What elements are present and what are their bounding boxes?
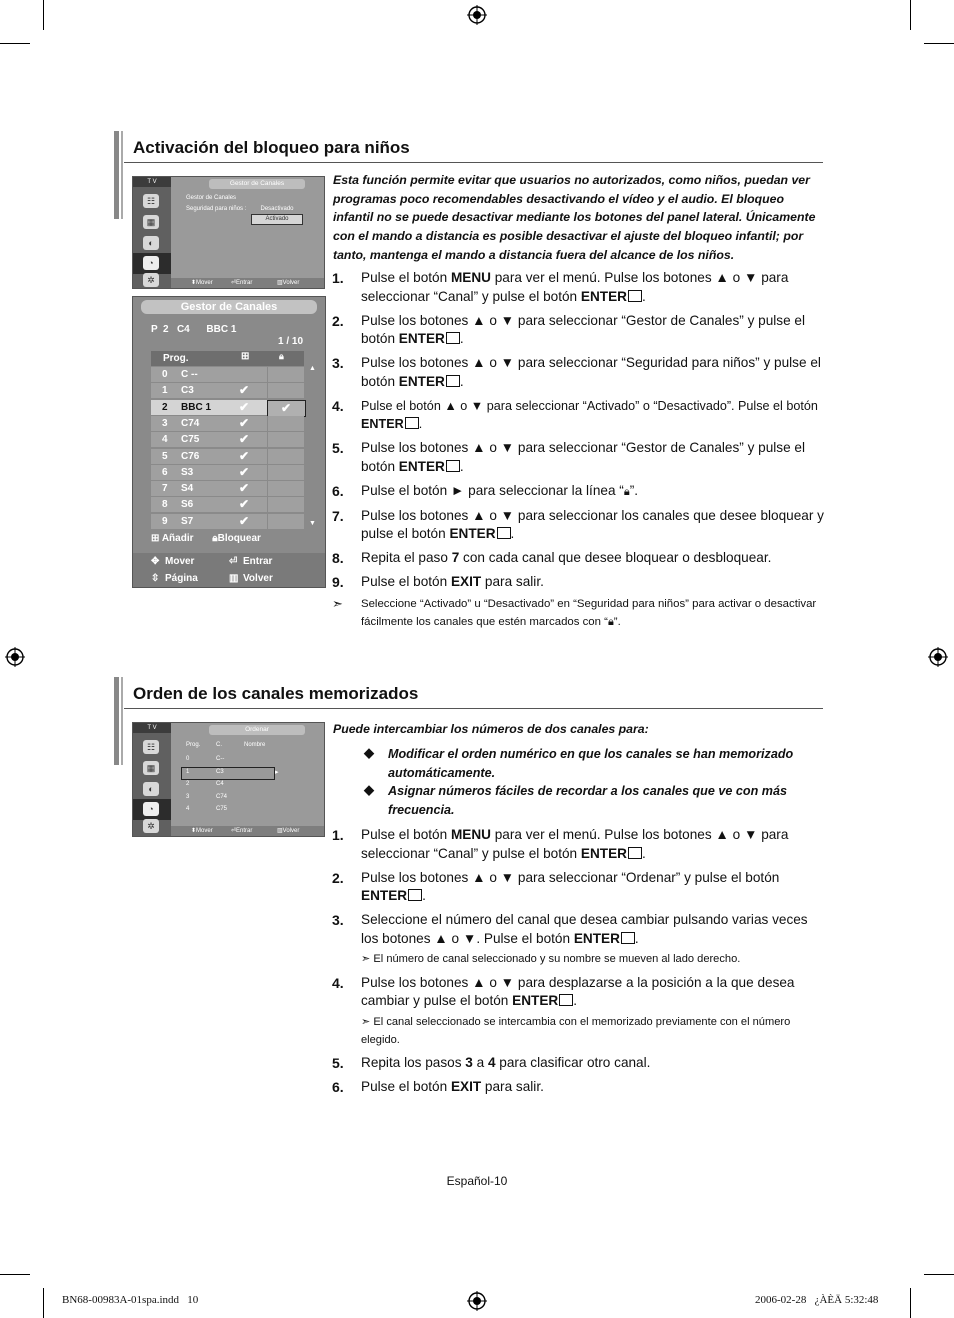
enter-icon: ⏎ [229, 556, 238, 567]
enter-label: ENTER [512, 993, 559, 1008]
step-number: 6. [332, 1079, 344, 1095]
picture-icon: ☷ [143, 194, 159, 208]
row-channel: C74 [216, 793, 228, 800]
col-c: C. [216, 742, 222, 748]
step-number: 9. [332, 574, 344, 590]
table-row [151, 497, 304, 513]
step-text: Pulse los botones ▲ o ▼ para seleccionar “Gestor de Canales” y pulse el botón ENTER . [361, 312, 806, 346]
row-number: 7 [162, 483, 168, 495]
setup-icon: ◔ [143, 802, 159, 816]
enter-icon [628, 290, 642, 302]
check-icon: ✔ [239, 448, 250, 463]
section1-intro: Esta función permite evitar que usuarios no autorizados, como niños, puedan ver programas poco recomendables desactivando el vídeo y el audio. El bloqueo infantil no se puede desactivar mediante los botones del panel lateral. Únicamente con el mando a distancia es posible desactivar el ajuste del bloqueo infantil; por tanto, mantenga el mando a distancia fuera del alcance de los niños. [333, 173, 816, 262]
registration-mark-icon [467, 5, 487, 25]
selected-row-box [181, 767, 275, 780]
check-icon: ✔ [239, 481, 250, 496]
gestor-header: Gestor de Canales [141, 300, 317, 314]
registration-mark-icon [928, 647, 948, 667]
tv-menu-header: Ordenar [209, 725, 305, 735]
table-row [151, 449, 304, 465]
row-number: 0 [186, 756, 190, 762]
step-bold: MENU [450, 827, 491, 842]
channel-icon: ◐ [143, 236, 159, 250]
enter-label: ENTER [361, 888, 408, 903]
row-channel: C75 [181, 434, 200, 446]
row-channel: C -- [181, 369, 198, 380]
setup-icon: ◔ [143, 256, 159, 270]
lock-cell [267, 383, 305, 398]
tv-label: T V [133, 177, 171, 187]
section1-steps [332, 269, 824, 637]
diamond-icon: ◆ [364, 782, 374, 797]
check-icon: ✔ [281, 400, 292, 415]
step-number: 7. [332, 507, 344, 524]
add-icon: ⊞ [241, 351, 250, 362]
page-number: Español-10 [446, 1174, 508, 1188]
enter-label: ENTER [573, 930, 620, 946]
lock-cell [267, 465, 305, 480]
scroll-up-icon: ▲ [309, 365, 316, 372]
lock-icon: 🔒︎ [607, 616, 614, 628]
row-number: 3 [186, 793, 190, 800]
section-bar [114, 131, 119, 219]
gestor-footer: ✥ Mover ⏎ Entrar [133, 553, 325, 570]
gestor-column-header: Prog. ⊞ 🔒︎ [151, 351, 304, 367]
step-item [332, 1054, 824, 1073]
enter-label: ENTER [580, 288, 627, 304]
step-item [332, 911, 824, 968]
lock-cell [267, 432, 305, 447]
step-text: Pulse los botones ▲ o ▼ para seleccionar “Ordenar” y pulse el botón ENTER . [361, 869, 780, 903]
crop-mark [0, 1274, 30, 1275]
step-item [332, 439, 824, 476]
table-row [151, 481, 304, 497]
step-item [332, 826, 824, 863]
lock-icon: 🔒︎ [212, 533, 218, 544]
row-number: 2 [162, 401, 168, 413]
step-item [332, 974, 824, 1049]
lock-cell [267, 497, 305, 512]
lock-cell [267, 416, 305, 431]
lock-icon: 🔒︎ [279, 351, 284, 361]
enter-icon [628, 847, 642, 859]
step-item [332, 312, 824, 349]
add-icon: ⊞ [151, 533, 160, 544]
tv-sidebar [133, 723, 171, 836]
option-desactivado: Desactivado [260, 206, 294, 212]
tv-label: T V [133, 723, 171, 733]
row-number: 1 [162, 385, 168, 397]
step-item [332, 507, 824, 544]
row-channel: C76 [181, 450, 200, 462]
step-number: 3. [332, 912, 344, 928]
step-number: 4. [332, 397, 344, 414]
title-underline [124, 162, 823, 163]
check-icon: ✔ [239, 383, 250, 398]
bullet-item: ◆ Modificar el orden numérico en que los canales se han memorizado automáticamente. [364, 745, 794, 780]
step-bold: 3 [465, 1055, 473, 1070]
step-number: 2. [332, 312, 344, 329]
tv-menu-footer: ⬍Mover ⏎Entrar ▥Volver [171, 278, 324, 288]
lock-cell [267, 481, 305, 496]
note-arrow-icon: ➣ [361, 953, 374, 965]
gestor-page: 1 / 10 [278, 336, 304, 347]
step-bold: EXIT [450, 574, 482, 589]
option-activado: Activado [251, 214, 303, 225]
enter-label: ENTER [398, 373, 445, 389]
col-name: Nombre [244, 742, 266, 748]
row-channel: BBC 1 [181, 401, 212, 413]
input-icon: ✲ [143, 819, 159, 833]
back-icon: ▥ [229, 573, 239, 584]
channel-icon: ◐ [143, 782, 159, 796]
section-bar [121, 131, 123, 219]
crop-mark [910, 0, 911, 30]
step-note: ➣ El canal seleccionado se intercambia con el memorizado previamente con el número elegido. [361, 1015, 791, 1046]
row-number: 9 [162, 515, 168, 527]
row-channel: C74 [181, 417, 200, 429]
step-text: Pulse los botones ▲ o ▼ para seleccionar “Seguridad para niños” y pulse el botón ENTER . [361, 355, 821, 389]
registration-mark-icon [467, 1291, 487, 1311]
row-channel: C-- [216, 756, 225, 762]
row-number: 5 [162, 450, 168, 462]
enter-icon [559, 994, 573, 1006]
step-bold: EXIT [450, 1079, 482, 1094]
step-item [332, 1078, 824, 1097]
row-number: 0 [162, 369, 168, 380]
move-icon: ✥ [151, 556, 160, 567]
row-number: 2 [186, 781, 190, 787]
gestor-add-lock-line: ⊞ Añadir 🔒︎Bloquear [151, 533, 261, 544]
lock-cell [267, 514, 305, 529]
table-row [151, 432, 304, 448]
step-text: Pulse el botón MENU para ver el menú. Pulse los botones ▲ o ▼ para seleccionar “Canal” y pulse el botón ENTER . [361, 270, 789, 304]
note-arrow-icon: ➣ [332, 596, 343, 611]
step-text: Pulse el botón EXIT para salir. [361, 574, 544, 589]
step-text: Pulse los botones ▲ o ▼ para seleccionar “Gestor de Canales” y pulse el botón ENTER . [361, 440, 806, 474]
step-bold: 7 [451, 550, 460, 565]
step-item [332, 869, 824, 906]
row-channel: S7 [181, 515, 194, 527]
enter-label: ENTER [580, 845, 627, 861]
step-bold: MENU [450, 270, 491, 285]
file-slug: BN68-00983A-01spa.indd 10 [62, 1294, 199, 1306]
step-text: Pulse el botón EXIT para salir. [361, 1079, 544, 1094]
footer-back: Volver [282, 280, 300, 286]
table-row [151, 416, 304, 432]
enter-icon [408, 889, 422, 901]
step-number: 6. [332, 482, 344, 499]
crop-mark [43, 1288, 44, 1318]
section-bar [121, 677, 123, 765]
section2-steps [332, 826, 824, 1102]
enter-icon [446, 332, 460, 344]
step-number: 5. [332, 1055, 344, 1071]
footer-move: Mover [196, 828, 213, 834]
lock-icon: 🔒︎ [623, 485, 630, 498]
step-item [332, 269, 824, 306]
check-icon: ✔ [239, 513, 250, 528]
gestor-canales-screenshot [132, 296, 326, 588]
step-text: Pulse el botón ► para seleccionar la línea “🔒︎”. [361, 482, 638, 498]
row-number: 4 [162, 434, 168, 446]
step-text: Pulse el botón MENU para ver el menú. Pulse los botones ▲ o ▼ para seleccionar “Canal” y pulse el botón ENTER . [361, 827, 789, 861]
enter-label: ENTER [361, 417, 404, 431]
step-number: 4. [332, 974, 344, 991]
section-bar [114, 677, 119, 765]
title-underline [124, 708, 823, 709]
crop-mark [0, 43, 30, 44]
tv-sidebar [133, 177, 171, 288]
crop-mark [910, 1288, 911, 1318]
step-text: Repita el paso 7 con cada canal que desee bloquear o desbloquear. [361, 550, 772, 565]
tv-menu-footer: ⬍Mover ⏎Entrar ▥Volver [171, 826, 324, 836]
crop-mark [924, 43, 954, 44]
col-prog: Prog. [186, 742, 201, 748]
menu-item-gestor: Gestor de Canales [186, 195, 237, 201]
enter-icon [446, 460, 460, 472]
note-arrow-icon: ➣ [361, 1015, 374, 1028]
section-title: Orden de los canales memorizados [133, 684, 419, 703]
enter-icon [405, 417, 419, 429]
row-number: 3 [162, 417, 168, 429]
menu-item-seguridad: Seguridad para niños : [186, 206, 247, 212]
lock-cell [267, 367, 305, 382]
step-number: 5. [332, 440, 344, 456]
table-row [151, 400, 304, 416]
enter-icon [446, 375, 460, 387]
lock-cell [267, 449, 305, 464]
step-number: 1. [332, 270, 344, 286]
row-number: 1 [186, 768, 190, 775]
footer-enter: Entrar [236, 828, 253, 834]
enter-label: ENTER [449, 526, 496, 541]
step-item [332, 482, 824, 502]
table-row [151, 514, 304, 530]
row-number: 6 [162, 466, 168, 478]
step-item [332, 354, 824, 391]
tv-menu-header: Gestor de Canales [209, 179, 305, 189]
check-icon: ✔ [239, 464, 250, 479]
step-text: Repita los pasos 3 a 4 para clasificar otro canal. [361, 1055, 651, 1070]
registration-mark-icon [5, 647, 25, 667]
step-bold: 4 [487, 1055, 496, 1070]
page-icon: ⇳ [151, 573, 160, 584]
step-text: Pulse los botones ▲ o ▼ para desplazarse a la posición a la que desea cambiar y pulse el botón ENTER . [361, 974, 795, 1008]
crop-mark [924, 1274, 954, 1275]
date-slug: 2006-02-28 ¿ÀÈÄ 5:32:48 [755, 1294, 879, 1306]
step-text: Seleccione el número del canal que desea cambiar pulsando varias veces los botones ▲ o ▼. Pulse el botón ENTER . [361, 912, 808, 946]
tv-menu-screenshot [132, 722, 325, 837]
scroll-down-icon: ▼ [309, 520, 316, 527]
enter-icon [497, 527, 511, 539]
check-icon: ✔ [239, 432, 250, 447]
table-row [151, 465, 304, 481]
section1-note: ➣ Seleccione “Activado” u “Desactivado” en “Seguridad para niños” para activar o desactivar fácilmente los canales que estén marcados con “🔒︎”. [332, 596, 817, 628]
check-icon: ✔ [239, 415, 250, 430]
check-icon: ✔ [239, 399, 250, 414]
table-row [151, 367, 304, 383]
row-number: 8 [162, 499, 168, 511]
row-channel: C3 [216, 768, 224, 775]
footer-enter: Entrar [236, 280, 253, 286]
step-number: 8. [332, 550, 344, 566]
row-channel: S3 [181, 466, 194, 478]
gestor-info: P 2 C4 BBC 1 [151, 324, 237, 335]
step-number: 1. [332, 827, 344, 843]
step-text: Pulse el botón ▲ o ▼ para seleccionar “Activado” o “Desactivado”. Pulse el botón ENTER . [361, 398, 818, 431]
sound-icon: ▦ [143, 761, 159, 775]
step-note: ➣ El número de canal seleccionado y su nombre se mueven al lado derecho. [361, 953, 741, 965]
diamond-icon: ◆ [364, 745, 374, 760]
gestor-footer-2: ⇳ Página ▥ Volver [133, 570, 325, 587]
step-number: 2. [332, 869, 344, 886]
enter-label: ENTER [398, 458, 445, 474]
section2-bullets [360, 745, 820, 819]
section2-intro: Puede intercambiar los números de dos canales para: [333, 722, 649, 736]
footer-move: Mover [196, 280, 213, 286]
lock-cell [267, 400, 306, 417]
sound-icon: ▦ [143, 215, 159, 229]
crop-mark [43, 0, 44, 30]
enter-icon [621, 932, 635, 944]
step-text: Pulse los botones ▲ o ▼ para seleccionar los canales que desee bloquear y pulse el botón ENTER . [361, 507, 824, 541]
row-channel: S6 [181, 499, 194, 511]
arrow-right-icon: ▸ [275, 768, 279, 776]
row-channel: C4 [216, 781, 224, 787]
enter-label: ENTER [398, 331, 445, 346]
input-icon: ✲ [143, 273, 159, 287]
tv-menu-screenshot [132, 176, 325, 289]
footer-back: Volver [282, 828, 300, 834]
picture-icon: ☷ [143, 740, 159, 754]
row-number: 4 [186, 806, 190, 812]
step-item [332, 549, 824, 568]
check-icon: ✔ [239, 497, 250, 512]
step-number: 3. [332, 355, 344, 371]
step-item [332, 573, 824, 592]
bullet-item: ◆ Asignar números fáciles de recordar a los canales que ve con más frecuencia. [364, 782, 787, 817]
row-channel: C75 [216, 806, 228, 812]
step-item [332, 397, 824, 434]
row-channel: S4 [181, 483, 194, 495]
section-title: Activación del bloqueo para niños [133, 138, 410, 157]
table-row [151, 383, 304, 399]
row-channel: C3 [181, 385, 194, 397]
